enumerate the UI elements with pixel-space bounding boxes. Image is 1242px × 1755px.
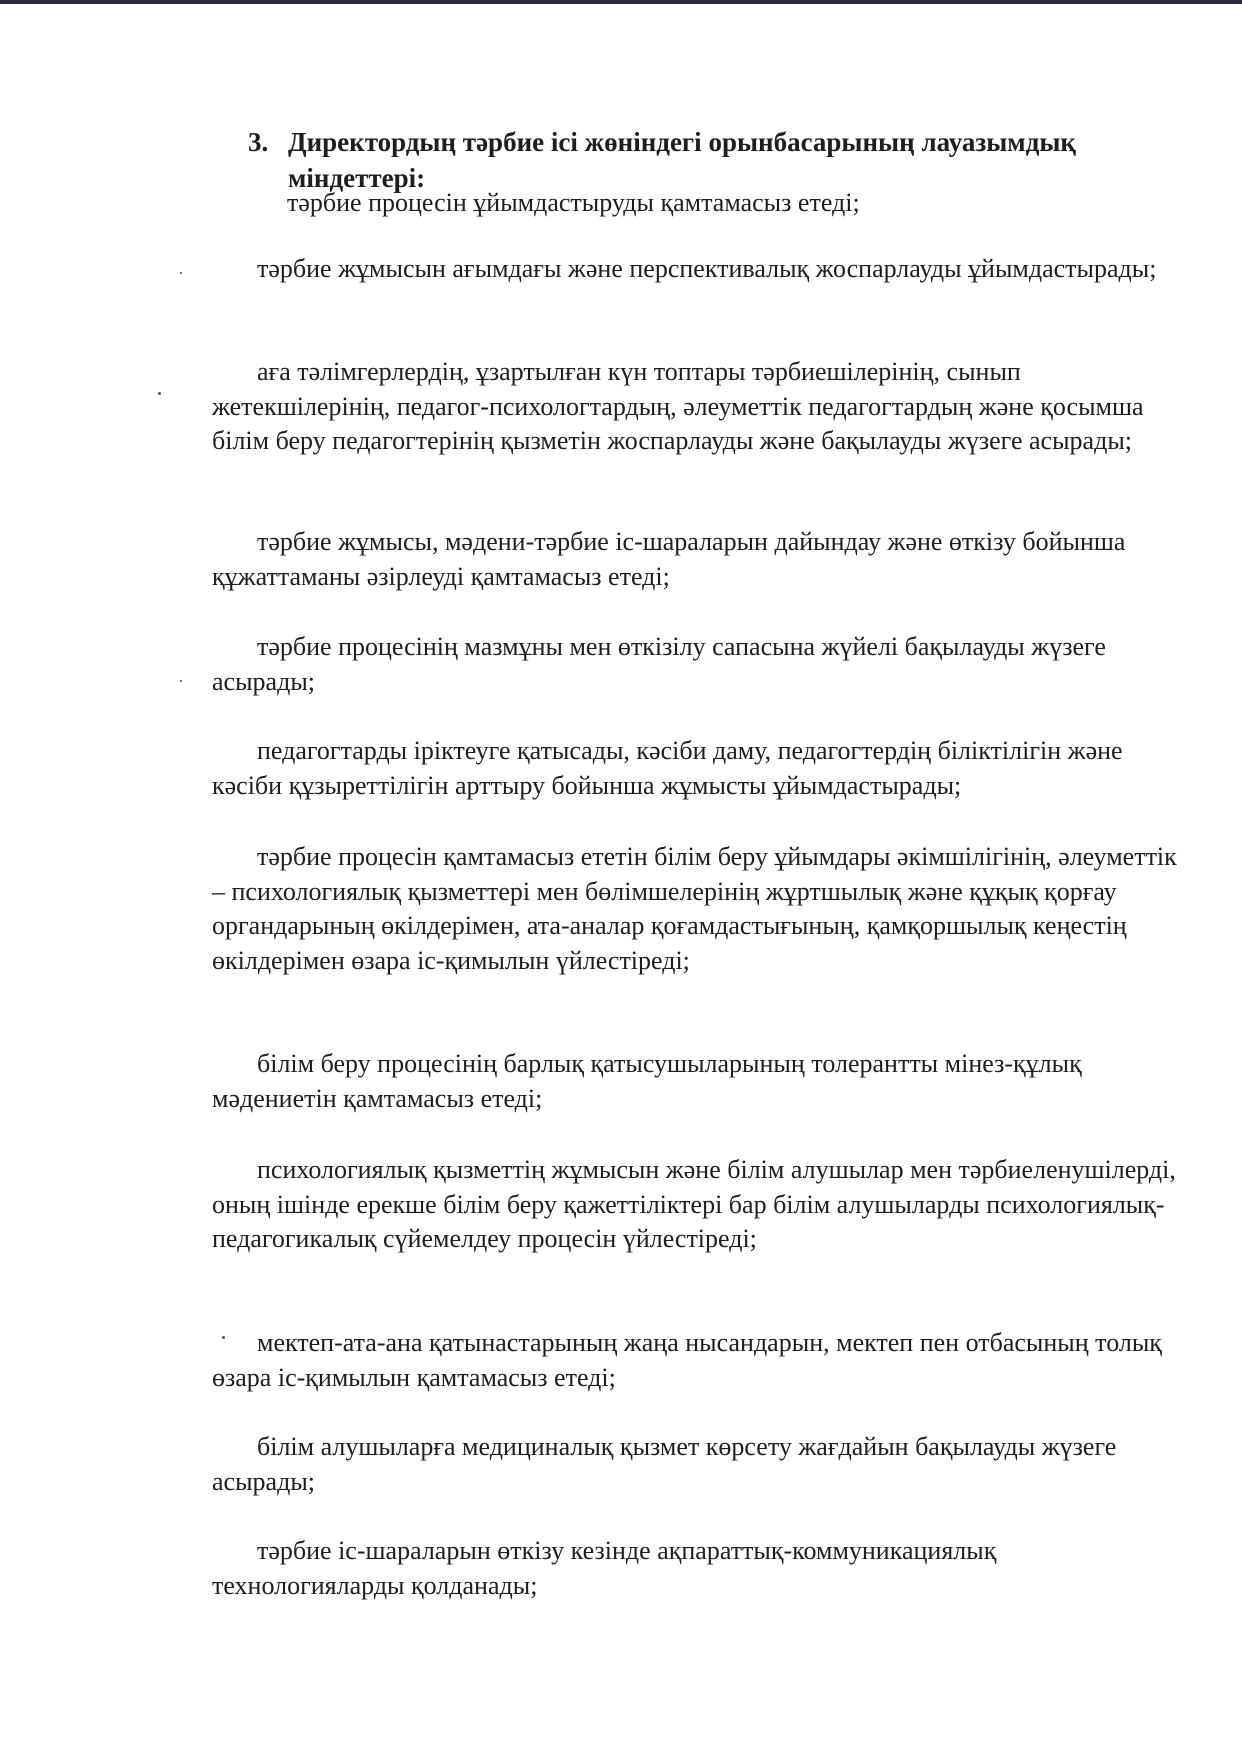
duty-paragraph-3: аға тәлімгерлердің, ұзартылған күн топтары тәрбиешілерінің, сынып жетекшілерінің, педагог-психологтардың, әлеуметтік педагогтардың және қосымша білім беру педагогтерінің қызметін жоспарлауды және бақылауды жүзеге асырады; bbox=[212, 357, 1144, 455]
duty-paragraph-5: тәрбие процесінің мазмұны мен өткізілу сапасына жүйелі бақылауды жүзеге асырады; bbox=[212, 632, 1106, 696]
duty-paragraph-7: тәрбие процесін қамтамасыз ететін білім беру ұйымдары әкімшілігінің, әлеуметтік – психологиялық қызметтері мен бөлімшелерінің жұртшылық және құқық қорғау органдарының өкілдерімен, ата-аналар қоғамдастығының, қамқоршылық кеңестің өкілдерімен өзара іс-қимылын үйлестіреді; bbox=[212, 842, 1177, 975]
scan-speck bbox=[222, 1336, 225, 1339]
duty-paragraph-9: психологиялық қызметтің жұмысын және білім алушылар мен тәрбиеленушілерді, оның ішінде ерекше білім беру қажеттіліктері бар білім алушыларды психологиялық-педагогикалық сүйемелдеу процесін үйлестіреді; bbox=[212, 1155, 1176, 1253]
duty-paragraph-4: тәрбие жұмысы, мәдени-тәрбие іс-шараларын дайындау және өткізу бойынша құжаттаманы әзірлеуді қамтамасыз етеді; bbox=[212, 527, 1126, 591]
duty-paragraph-12: тәрбие іс-шараларын өткізу кезінде ақпараттық-коммуникациялық технологияларды қолданады; bbox=[212, 1536, 997, 1600]
duty-paragraph-6: педагогтарды іріктеуге қатысады, кәсіби даму, педагогтердің біліктілігін және кәсіби құзыреттілігін арттыру бойынша жұмысты ұйымдастырады; bbox=[212, 736, 1123, 800]
duty-paragraph-2: тәрбие жұмысын ағымдағы және перспективалық жоспарлауды ұйымдастырады; bbox=[257, 254, 1157, 283]
duty-paragraph-11: білім алушыларға медициналық қызмет көрсету жағдайын бақылауды жүзеге асырады; bbox=[212, 1432, 1117, 1496]
scan-speck bbox=[158, 392, 161, 395]
duty-paragraph-10: мектеп-ата-ана қатынастарының жаңа нысандарын, мектеп пен отбасының толық өзара іс-қимылын қамтамасыз етеді; bbox=[212, 1328, 1162, 1392]
duty-paragraph-8: білім беру процесінің барлық қатысушыларының толерантты мінез-құлық мәдениетін қамтамасыз етеді; bbox=[212, 1049, 1082, 1113]
section-number: 3. bbox=[248, 127, 269, 157]
scan-speck bbox=[180, 680, 182, 682]
scan-speck bbox=[180, 272, 182, 274]
scan-top-border bbox=[0, 0, 1242, 4]
duty-paragraph-1: тәрбие процесін ұйымдастыруды қамтамасыз етеді; bbox=[287, 188, 860, 217]
section-title: Директордың тәрбие ісі жөніндегі орынбасарының лауазымдық міндеттері: bbox=[288, 127, 1076, 193]
